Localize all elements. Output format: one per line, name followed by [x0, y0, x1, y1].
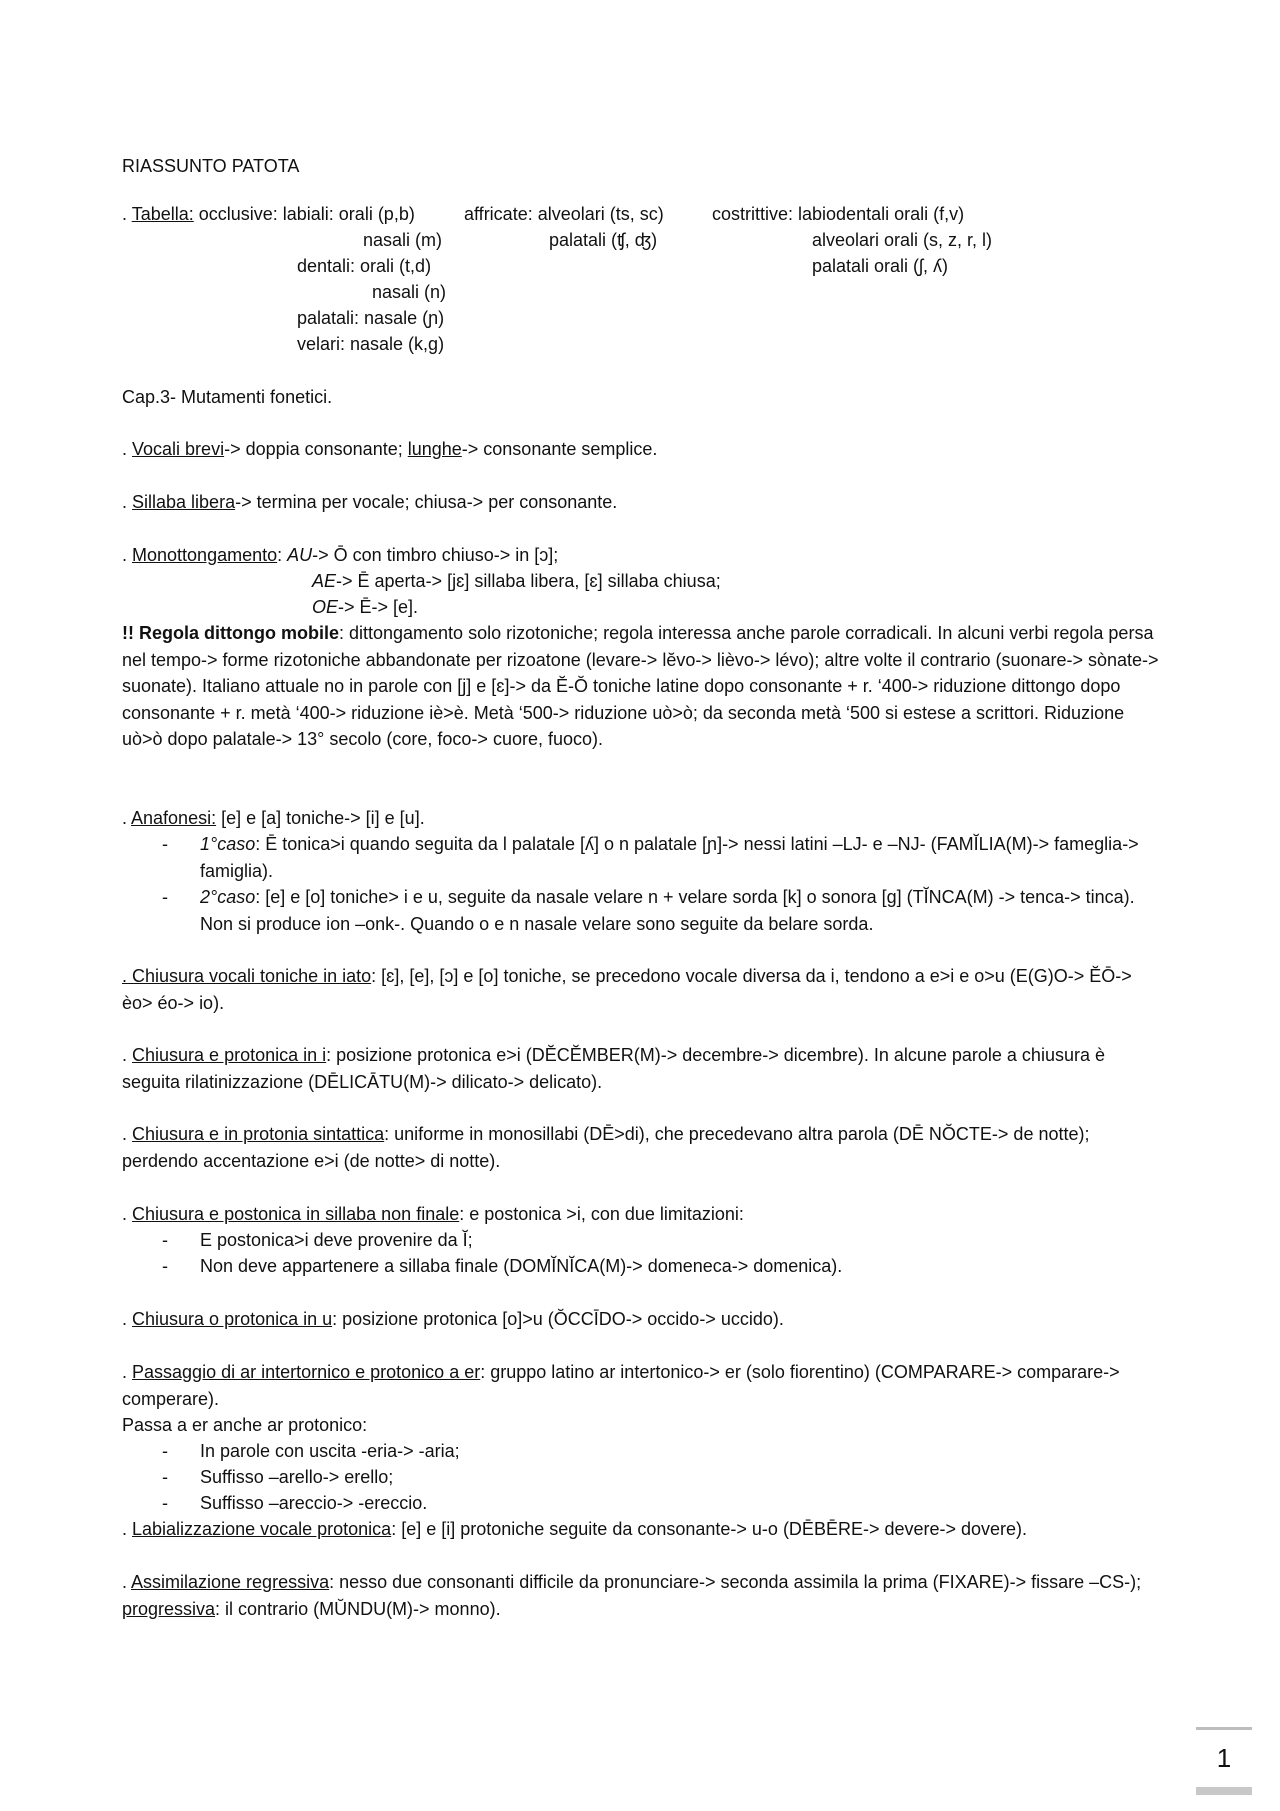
list-item: E postonica>i deve provenire da Ĭ; — [200, 1230, 473, 1250]
monottongamento-line-2: AE-> Ē aperta-> [jɛ] sillaba libera, [ɛ] sillaba chiusa; — [312, 571, 721, 591]
list-item: 1°caso: Ē tonica>i quando seguita da l palatale [ʎ] o n palatale [ɲ]-> nessi latini –LJ- e –NJ- (FAMĬLIA(M)-> fameglia-> famiglia). — [200, 834, 1139, 881]
list-item: Non deve appartenere a sillaba finale (DOMĬNĬCA(M)-> domeneca-> domenica). — [200, 1256, 843, 1276]
costrittive-palatali: palatali orali (ʃ, ʎ) — [812, 256, 949, 276]
dittongo-mobile-paragraph: !! Regola dittongo mobile: dittongamento solo rizotoniche; regola interessa anche parole corradicali. In alcuni verbi regola persa nel tempo-> forme rizotoniche abbandonate per rizoatone (levare-> lĕvo-> lièvo-> lévo); altre volte il contrario (suonare-> sònate-> suonate). Italiano attuale no in parole con [j] e [ɛ]-> da Ĕ-Ŏ toniche latine dopo consonante + r. ‘400-> riduzione dittongo dopo consonante + r. metà ‘400-> riduzione iè>è. Metà ‘500-> riduzione uò>ò; da seconda metà ‘500 si estese a scrittori. Riduzione uò>ò dopo palatale-> 13° secolo (core, foco-> cuore, fuoco). — [122, 623, 1159, 749]
occlusive-palatali: palatali: nasale (ɲ) — [297, 308, 445, 328]
chapter-heading: Cap.3- Mutamenti fonetici. — [122, 387, 333, 407]
monottongamento-line-3: OE-> Ē-> [e]. — [312, 597, 419, 617]
tabella-line-1: . Tabella: occlusive: labiali: orali (p,b) — [122, 204, 415, 224]
labializzazione-line: . Labializzazione vocale protonica: [e] e [i] protoniche seguite da consonante-> u-o (DĒBĒRE-> devere-> dovere). — [122, 1519, 1028, 1539]
list-item: In parole con uscita -eria-> -aria; — [200, 1441, 460, 1461]
occlusive-dentali-nasali: nasali (n) — [372, 282, 447, 302]
chiusura-iato-paragraph: . Chiusura vocali toniche in iato: [ɛ], [e], [ɔ] e [o] toniche, se precedono vocale diversa da i, tendono a e>i e o>u (E(G)O-> ĔŌ-> èo> éo-> io). — [122, 966, 1132, 1013]
occlusive-velari: velari: nasale (k,g) — [297, 334, 445, 354]
occlusive-labiali-nasali: nasali (m) — [363, 230, 443, 250]
document-title: RIASSUNTO PATOTA — [122, 156, 300, 176]
chiusura-protonica-i-paragraph: . Chiusura e protonica in i: posizione protonica e>i (DĔCĔMBER(M)-> decembre-> dicembre). In alcune parole a chiusura è seguita rilatinizzazione (DĒLICĀTU(M)-> dilicato-> delicato). — [122, 1045, 1105, 1092]
list-item: Suffisso –arello-> erello; — [200, 1467, 394, 1487]
tabella-label: Tabella: — [131, 204, 194, 224]
anafonesi-line: . Anafonesi: [e] e [a] toniche-> [i] e [u]. — [122, 808, 425, 828]
costrittive-labiodentali: costrittive: labiodentali orali (f,v) — [712, 204, 965, 224]
chiusura-o-line: . Chiusura o protonica in u: posizione protonica [o]>u (ŎCCĪDO-> occido-> uccido). — [122, 1309, 784, 1329]
costrittive-alveolari: alveolari orali (s, z, r, l) — [812, 230, 993, 250]
affricate-alveolari: affricate: alveolari (ts, sc) — [464, 204, 664, 224]
monottongamento-line-1: . Monottongamento: AU-> Ō con timbro chiuso-> in [ɔ]; — [122, 545, 559, 565]
passaggio-paragraph: . Passaggio di ar intertornico e protonico a er: gruppo latino ar intertonico-> er (solo fiorentino) (COMPARARE-> comparare-> comperare). — [122, 1362, 1120, 1409]
affricate-palatali: palatali (ʧ, ʤ) — [549, 230, 658, 250]
page-number: 1 — [1216, 1743, 1232, 1773]
chiusura-sintattica-paragraph: . Chiusura e in protonia sintattica: uniforme in monosillabi (DĒ>di), che precedevano altra parola (DĒ NŎCTE-> de notte); perdendo accentazione e>i (de notte> di notte). — [122, 1124, 1090, 1171]
page-number-bar-bottom — [1196, 1787, 1252, 1795]
assimilazione-paragraph: . Assimilazione regressiva: nesso due consonanti difficile da pronunciare-> seconda assimila la prima (FIXARE)-> fissare –CS-); progressiva: il contrario (MŬNDU(M)-> monno). — [122, 1572, 1142, 1619]
sillaba-libera-line: . Sillaba libera-> termina per vocale; chiusa-> per consonante. — [122, 492, 618, 512]
page-number-box — [1196, 1727, 1252, 1803]
list-item: Suffisso –areccio-> -ereccio. — [200, 1493, 428, 1513]
list-item: 2°caso: [e] e [o] toniche> i e u, seguite da nasale velare n + velare sorda [k] o sonora [g] (TĬNCA(M) -> tenca-> tinca). Non si produce ion –onk-. Quando o e n nasale velare sono seguite da belare sorda. — [200, 887, 1135, 934]
occlusive-dentali-orali: dentali: orali (t,d) — [297, 256, 432, 276]
passaggio-after: Passa a er anche ar protonico: — [122, 1415, 368, 1435]
page-number-rule-top — [1196, 1727, 1252, 1730]
chiusura-postonica-line: . Chiusura e postonica in sillaba non finale: e postonica >i, con due limitazioni: — [122, 1204, 744, 1224]
vocali-brevi-line: . Vocali brevi-> doppia consonante; lunghe-> consonante semplice. — [122, 439, 658, 459]
